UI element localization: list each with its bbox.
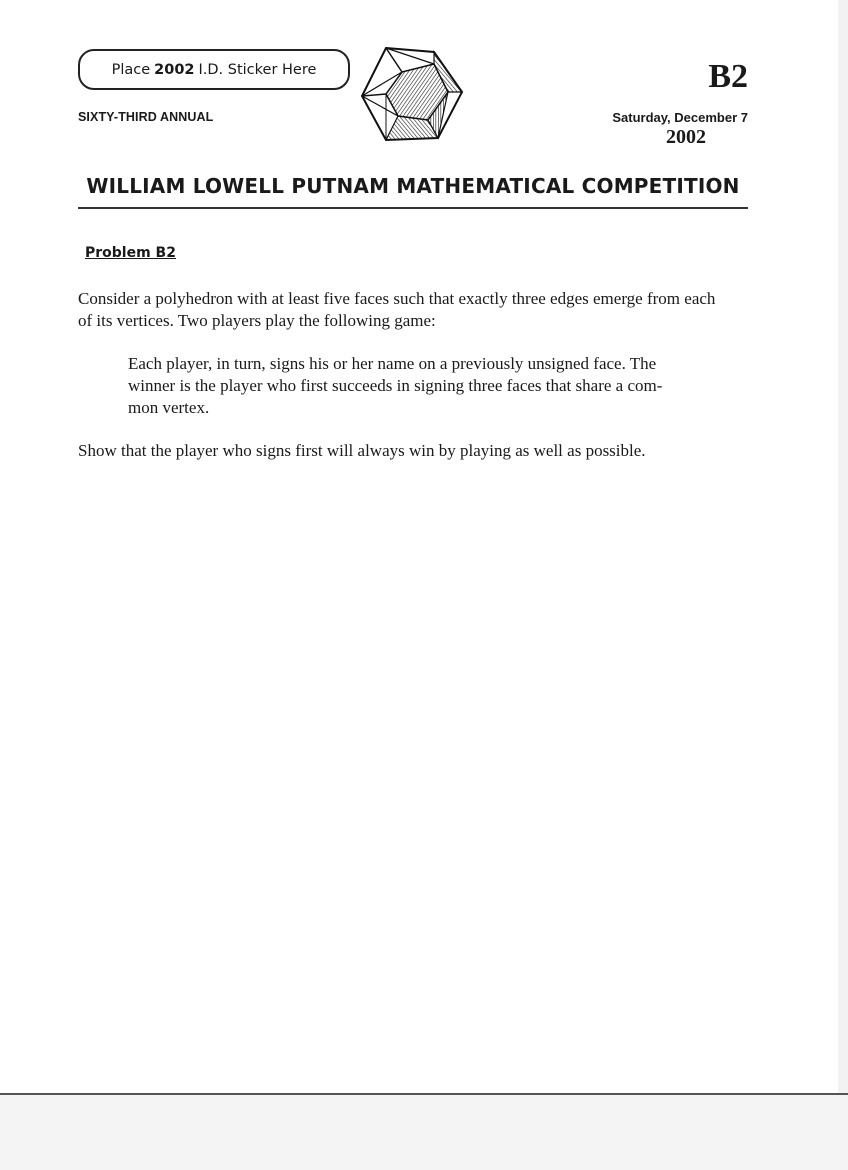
- rule-line: winner is the player who first succeeds in signing three faces that share a com-: [128, 376, 663, 395]
- scanner-background: [0, 1095, 848, 1170]
- sticker-year: 2002: [154, 61, 195, 78]
- problem-conclusion: Show that the player who signs first will always win by playing as well as possible.: [78, 441, 646, 460]
- problem-code: B2: [708, 58, 748, 95]
- annual-label: SIXTY-THIRD ANNUAL: [78, 110, 214, 124]
- id-sticker-box: [78, 49, 350, 90]
- game-rules: [128, 353, 688, 419]
- exam-year: 2002: [666, 126, 706, 148]
- intro-line: of its vertices. Two players play the following game:: [78, 311, 436, 330]
- polyhedron-logo-icon: [358, 44, 466, 144]
- rule-line: mon vertex.: [128, 398, 210, 417]
- page-edge: [838, 0, 848, 1093]
- problem-intro: [78, 288, 750, 332]
- sticker-prefix: Place: [111, 61, 151, 78]
- competition-title: WILLIAM LOWELL PUTNAM MATHEMATICAL COMPETITION: [86, 174, 740, 198]
- title-rule: [78, 207, 748, 209]
- sticker-suffix: I.D. Sticker Here: [198, 61, 317, 78]
- exam-date: Saturday, December 7: [612, 110, 748, 125]
- rule-line: Each player, in turn, signs his or her name on a previously unsigned face. The: [128, 354, 657, 373]
- problem-heading: Problem B2: [85, 245, 176, 261]
- intro-line: Consider a polyhedron with at least five faces such that exactly three edges emerge from each: [78, 289, 716, 308]
